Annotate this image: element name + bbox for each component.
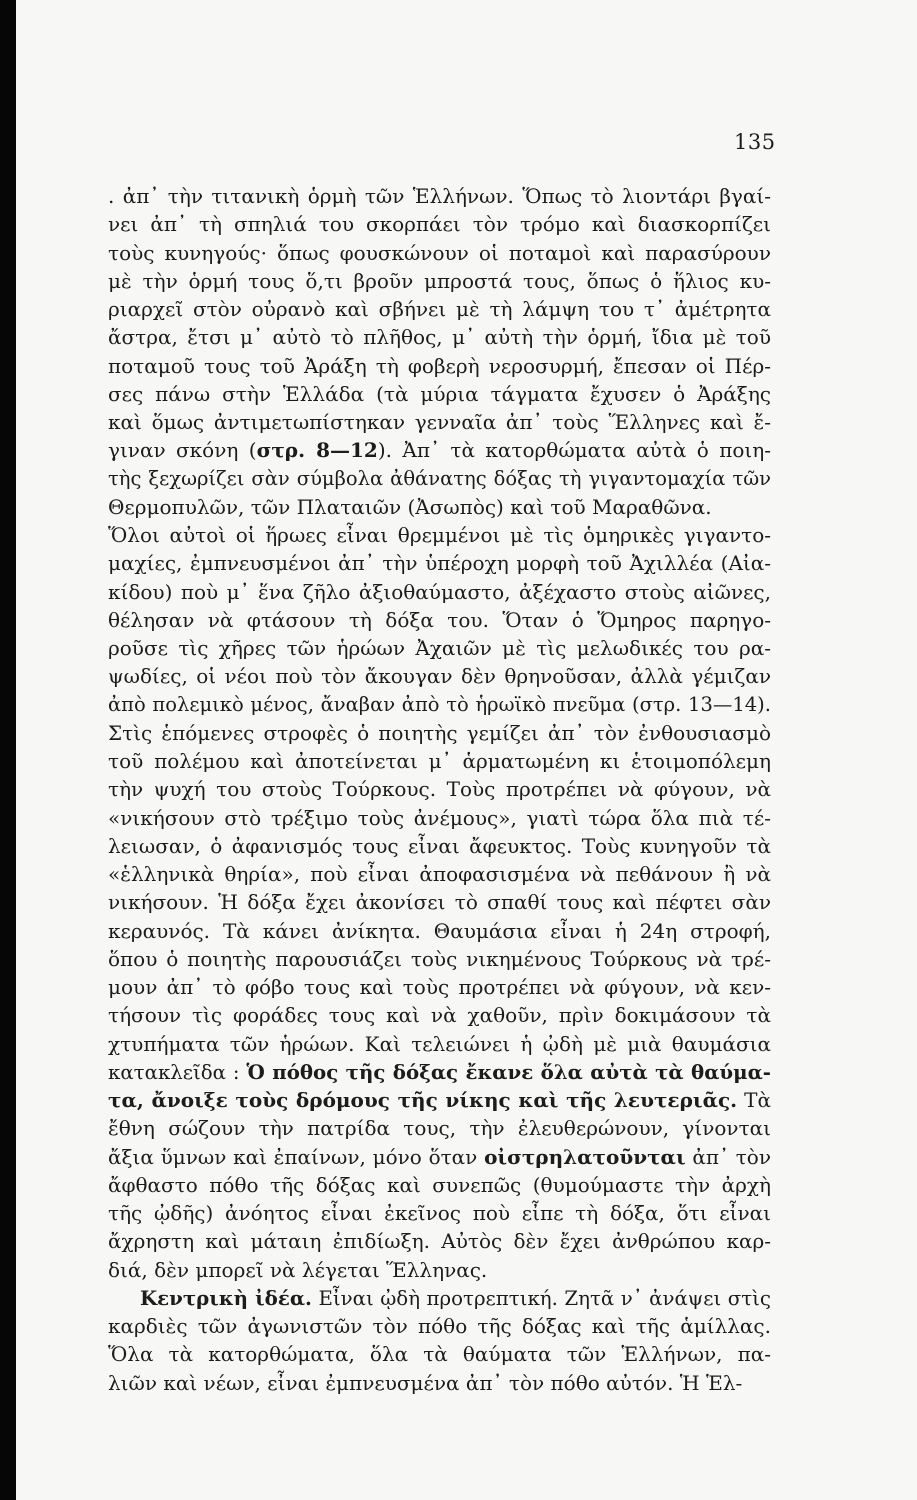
text-line: [108, 1143, 771, 1171]
text-line: [108, 1199, 771, 1227]
text-line-segment: καρδιὲς τῶν ἀγωνιστῶν τὸν πόθο τῆς δόξας καὶ τῆς ἁμίλλας.: [108, 1314, 771, 1338]
text-line-segment: διά, δὲν μπορεῖ νὰ λέγεται Ἕλληνας.: [108, 1257, 488, 1282]
text-line-segment: ἄστρα, ἔτσι μ᾽ αὐτὸ τὸ πλῆθος, μ᾽ αὐτὴ τὴν ὁρμή, ἴδια μὲ τοῦ: [108, 325, 771, 350]
text-line-segment: ἄχρηστη καὶ μάταιη ἐπιδίωξη. Αὐτὸς δὲν ἔχει ἀνθρώπου καρ-: [108, 1229, 771, 1254]
text-line: [108, 267, 771, 295]
text-line: [108, 1114, 771, 1142]
text-line-segment: ροῦσε τὶς χῆρες τῶν ἡρώων Ἀχαιῶν μὲ τὶς μελωδικές του ρα-: [108, 636, 771, 660]
text-line-segment: νικήσουν. Ἡ δόξα ἔχει ἀκονίσει τὸ σπαθί τους καὶ πέφτει σὰν: [108, 890, 771, 915]
emphasized-text: στρ. 8—12: [256, 438, 378, 463]
text-line-segment: τοῦ πολέμου καὶ ἀποτείνεται μ᾽ ἁρματωμένη κι ἑτοιμοπόλεμη: [108, 749, 771, 773]
text-line: [108, 521, 771, 549]
text-line-segment: μαχίες, ἐμπνευσμένοι ἀπ᾽ τὴν ὑπέροχη μορφὴ τοῦ Ἀχιλλέα (Αἰα-: [108, 551, 771, 576]
text-line: [108, 239, 771, 267]
text-line: [108, 578, 771, 606]
text-line-segment: τοὺς κυνηγούς· ὅπως φουσκώνουν οἱ ποταμοὶ καὶ παρασύρουν: [108, 240, 771, 265]
text-line-segment: χτυπήματα τῶν ἡρώων. Καὶ τελειώνει ἡ ᾠδὴ μὲ μιὰ θαυμάσια: [108, 1031, 771, 1056]
text-line-segment: Εἶναι ᾠδὴ προτρεπτική. Ζητᾶ ν᾽ ἀνάψει στὶς: [311, 1286, 771, 1310]
text-line-segment: τὴς ξεχωρίζει σὰν σύμβολα ἀθάνατης δόξας τὴ γιγαντομαχία τῶν: [108, 466, 771, 490]
text-line-segment: ἔθνη σώζουν τὴν πατρίδα τους, τὴν ἐλευθερώνουν, γίνονται: [108, 1116, 771, 1141]
text-line: [108, 295, 771, 323]
text-line-segment: καὶ ὅμως ἀντιμετωπίστηκαν γενναῖα ἀπ᾽ τοὺς Ἕλληνες καὶ ἔ-: [108, 410, 771, 434]
text-line: [108, 945, 771, 973]
text-line: [108, 1001, 771, 1029]
text-line: [108, 182, 771, 210]
text-line: [108, 1312, 771, 1340]
text-line: [108, 917, 771, 945]
text-line: [108, 465, 771, 493]
text-line-segment: κεραυνός. Τὰ κάνει ἀνίκητα. Θαυμάσια εἶναι ἡ 24η στροφή,: [108, 918, 771, 943]
text-line: [108, 973, 771, 1001]
text-line: [108, 719, 771, 747]
text-line: [108, 860, 771, 888]
emphasized-text: οἰστρηλατοῦνται: [484, 1144, 686, 1169]
text-line-segment: ἄφθαστο πόθο τῆς δόξας καὶ συνεπῶς (θυμούμαστε τὴν ἀρχὴ: [108, 1172, 771, 1197]
text-line-segment: κίδου) ποὺ μ᾽ ἕνα ζῆλο ἀξιοθαύμαστο, ἀξέχαστο στοὺς αἰῶνες,: [108, 579, 771, 604]
text-line-segment: λιῶν καὶ νέων, εἶναι ἐμπνευσμένα ἀπ᾽ τὸν πόθο αὐτόν. Ἡ Ἑλ-: [108, 1370, 743, 1395]
text-line: [108, 1030, 771, 1058]
text-line: [108, 1227, 771, 1255]
text-line: [108, 210, 771, 238]
text-line: [108, 352, 771, 380]
text-line: [108, 408, 771, 436]
text-line: [108, 493, 771, 521]
text-line-segment: τὴν ψυχή του στοὺς Τούρκους. Τοὺς προτρέπει νὰ φύγουν, νὰ: [108, 777, 771, 802]
text-line: [108, 549, 771, 577]
text-line-segment: . ἀπ᾽ τὴν τιτανικὴ ὁρμὴ τῶν Ἑλλήνων. Ὅπως τὸ λιοντάρι βγαί-: [108, 184, 771, 208]
text-line: [108, 1340, 771, 1368]
text-line-segment: λειωσαν, ὁ ἀφανισμός τους εἶναι ἄφευκτος. Τοὺς κυνηγοῦν τὰ: [108, 833, 771, 858]
text-line-segment: μουν ἀπ᾽ τὸ φόβο τους καὶ τοὺς προτρέπει νὰ φύγουν, νὰ κεν-: [108, 975, 771, 999]
text-line: [108, 888, 771, 916]
text-line: [108, 832, 771, 860]
book-binding-edge: [0, 0, 16, 1500]
text-line: [108, 1369, 771, 1397]
text-line-segment: κατακλεῖδα :: [108, 1060, 247, 1084]
text-line-segment: νει ἀπ᾽ τὴ σπηλιά του σκορπάει τὸν τρόμο καὶ διασκορπίζει: [108, 212, 771, 237]
emphasized-text: Ὁ πόθος τῆς δόξας ἔκανε ὅλα αὐτὰ τὰ θαύμα-: [246, 1059, 771, 1084]
text-line-segment: μὲ τὴν ὁρμή τους ὅ,τι βροῦν μπροστά τους, ὅπως ὁ ἥλιος κυ-: [108, 268, 771, 293]
text-line: [108, 662, 771, 690]
text-line-segment: «νικήσουν στὸ τρέξιμο τοὺς ἀνέμους», γιατὶ τώρα ὅλα πιὰ τέ-: [108, 805, 771, 830]
text-line-segment: Τὰ: [737, 1088, 772, 1112]
text-line: [108, 691, 771, 719]
text-line-segment: τῆς ᾠδῆς) ἀνόητος εἶναι ἐκεῖνος ποὺ εἶπε τὴ δόξα, ὅτι εἶναι: [108, 1201, 771, 1225]
text-line-segment: ἄξια ὕμνων καὶ ἐπαίνων, μόνο ὅταν: [108, 1144, 485, 1169]
text-line-segment: ἀπὸ πολεμικὸ μένος, ἄναβαν ἀπὸ τὸ ἡρωϊκὸ πνεῦμα (στρ. 13—14).: [108, 692, 771, 716]
text-line-segment: ἀπ᾽ τὸν: [685, 1144, 771, 1169]
text-line: [108, 804, 771, 832]
text-line-segment: Ὅλοι αὐτοὶ οἱ ἥρωες εἶναι θρεμμένοι μὲ τὶς ὁμηρικὲς γιγαντο-: [108, 523, 771, 547]
text-line: [108, 1284, 771, 1312]
text-line-segment: ὅπου ὁ ποιητὴς παρουσιάζει τοὺς νικημένους Τούρκους νὰ τρέ-: [108, 946, 771, 971]
emphasized-text: Κεντρικὴ ἰδέα.: [140, 1285, 312, 1310]
text-line-segment: Στὶς ἑπόμενες στροφὲς ὁ ποιητὴς γεμίζει ἀπ᾽ τὸν ἐνθουσιασμὸ: [108, 720, 771, 745]
emphasized-text: τα, ἄνοιξε τοὺς δρόμους τῆς νίκης καὶ τῆς λευτεριᾶς.: [108, 1088, 738, 1112]
text-line: [108, 1256, 771, 1284]
text-line: [108, 1058, 771, 1086]
text-line-segment: ψωδίες, οἱ νέοι ποὺ τὸν ἄκουγαν δὲν θρηνοῦσαν, ἀλλὰ γέμιζαν: [108, 664, 771, 689]
text-line-segment: σες πάνω στὴν Ἑλλάδα (τὰ μύρια τάγματα ἔχυσεν ὁ Ἀράξης: [108, 381, 771, 406]
text-line-segment: ποταμοῦ τους τοῦ Ἀράξη τὴ φοβερὴ νεροσυρμή, ἔπεσαν οἱ Πέρ-: [108, 353, 771, 378]
text-line: [108, 380, 771, 408]
page-number: 135: [734, 130, 776, 154]
text-line-segment: θέλησαν νὰ φτάσουν τὴ δόξα του. Ὅταν ὁ Ὅμηρος παρηγο-: [108, 607, 771, 632]
text-line: [108, 775, 771, 803]
text-line-segment: Θερμοπυλῶν, τῶν Πλαταιῶν (Ἀσωπὸς) καὶ τοῦ Μαραθῶνα.: [108, 494, 712, 519]
text-line-segment: «ἑλληνικὰ θηρία», ποὺ εἶναι ἀποφασισμένα νὰ πεθάνουν ἢ νὰ: [108, 862, 771, 886]
text-line: [108, 323, 771, 351]
text-line-segment: ριαρχεῖ στὸν οὐρανὸ καὶ σβήνει μὲ τὴ λάμψη του τ᾽ ἀμέτρητα: [108, 297, 771, 321]
text-line-segment: τήσουν τὶς φοράδες τους καὶ νὰ χαθοῦν, πρὶν δοκιμάσουν τὰ: [108, 1003, 771, 1028]
book-page: [16, 0, 917, 1500]
body-text: [108, 182, 771, 1397]
text-line: [108, 634, 771, 662]
text-line-segment: ). Ἀπ᾽ τὰ κατορθώματα αὐτὰ ὁ ποιη-: [377, 438, 771, 463]
text-line: [108, 436, 771, 464]
text-line: [108, 1086, 771, 1114]
text-line-segment: Ὅλα τὰ κατορθώματα, ὅλα τὰ θαύματα τῶν Ἑλλήνων, πα-: [108, 1342, 771, 1367]
text-line: [108, 1171, 771, 1199]
text-line: [108, 606, 771, 634]
text-line-segment: γιναν σκόνη (: [108, 438, 257, 463]
text-line: [108, 747, 771, 775]
